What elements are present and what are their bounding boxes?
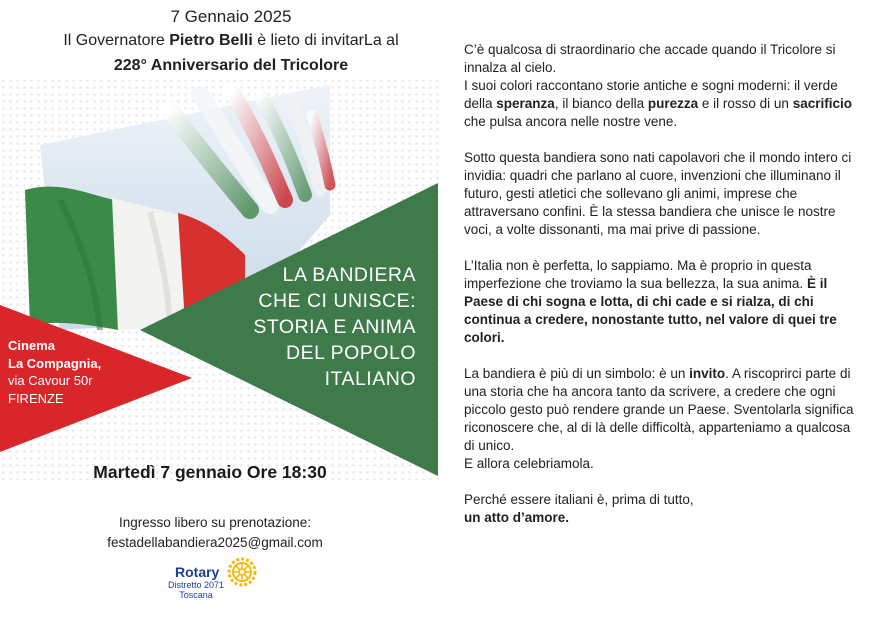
paragraph xyxy=(464,365,860,473)
paragraph xyxy=(464,491,860,527)
text-run: I suoi colori raccontano storie antiche e sogni moderni: il verde della xyxy=(464,78,838,111)
text-run: che pulsa ancora nelle nostre vene. xyxy=(464,114,678,129)
invite-line xyxy=(0,32,462,50)
header-date: 7 Gennaio 2025 xyxy=(170,7,292,26)
text-run: E allora celebriamola. xyxy=(464,456,594,471)
text-run: e il rosso di un xyxy=(698,96,793,111)
rotary-district: Distretto 2071 xyxy=(167,580,225,590)
emphasis: purezza xyxy=(647,96,699,111)
title-line: DEL POPOLO xyxy=(286,342,416,364)
entry-info: Ingresso libero su prenotazione: xyxy=(118,515,312,530)
text-run: . A riscoprirci parte di una storia che ha ancora tanto da scrivere, a credere che ogni piccolo gesto può rendere grande un Paese. Sventolarla significa riconoscere che, al di là delle difficoltà, apparteniamo a qualcosa di unico. xyxy=(464,366,854,453)
event-title xyxy=(200,262,416,392)
emphasis: È il Paese di chi sogna e lotta, di chi cade e si rialza, di chi continua a credere, nonostante tutto, nel valore di quei tre colori. xyxy=(464,276,837,345)
venue-block xyxy=(8,337,148,407)
title-line: STORIA E ANIMA xyxy=(253,316,416,338)
paragraph: Sotto questa bandiera sono nati capolavori che il mondo intero ci invidia: quadri che parlano al cuore, invenzioni che illuminano il futuro, gesti atletici che sollevano gli animi, imprese che attraversano confini. È la stessa bandiera che unisce le nostre voci, a volte dissonanti, ma mai prive di passione. xyxy=(464,150,852,237)
paragraph xyxy=(464,257,860,347)
invite-prefix: Il Governatore xyxy=(63,32,170,49)
emphasis: invito xyxy=(689,366,726,381)
title-line: CHE CI UNISCE: xyxy=(258,290,416,312)
venue-city: FIRENZE xyxy=(8,390,64,406)
text-run: , il bianco della xyxy=(554,96,648,111)
anniversary-title: 228° Anniversario del Tricolore xyxy=(113,57,349,74)
rotary-region: Toscana xyxy=(179,590,213,600)
invite-suffix: è lieto di invitarLa al xyxy=(252,32,399,49)
event-datetime: Martedì 7 gennaio Ore 18:30 xyxy=(93,462,327,482)
venue-address: via Cavour 50r xyxy=(8,373,93,388)
rotary-logo xyxy=(165,555,265,605)
text-run: C’è qualcosa di straordinario che accade quando il Tricolore si innalza al cielo. xyxy=(464,42,836,75)
governor-name: Pietro Belli xyxy=(169,32,253,49)
letter-body xyxy=(464,41,860,545)
emphasis: sacrificio xyxy=(792,96,852,111)
text-run: L’Italia non è perfetta, lo sappiamo. Ma è proprio in questa imperfezione che troviamo la sua bellezza, la sua anima. xyxy=(464,258,812,291)
venue-name: La Compagnia, xyxy=(8,355,102,371)
venue-line: Cinema xyxy=(8,338,55,353)
text-run: La bandiera è più di un simbolo: è un xyxy=(464,366,690,381)
title-line: LA BANDIERA xyxy=(282,264,416,286)
emphasis: speranza xyxy=(496,96,555,111)
title-line: ITALIANO xyxy=(324,368,416,390)
text-run: Perché essere italiani è, prima di tutto, xyxy=(464,492,694,507)
entry-email[interactable]: festadellabandiera2025@gmail.com xyxy=(107,535,323,550)
closing-line: un atto d’amore. xyxy=(464,510,570,525)
rotary-wheel-icon xyxy=(227,557,257,587)
rotary-name: Rotary xyxy=(175,564,220,580)
paragraph xyxy=(464,41,860,131)
